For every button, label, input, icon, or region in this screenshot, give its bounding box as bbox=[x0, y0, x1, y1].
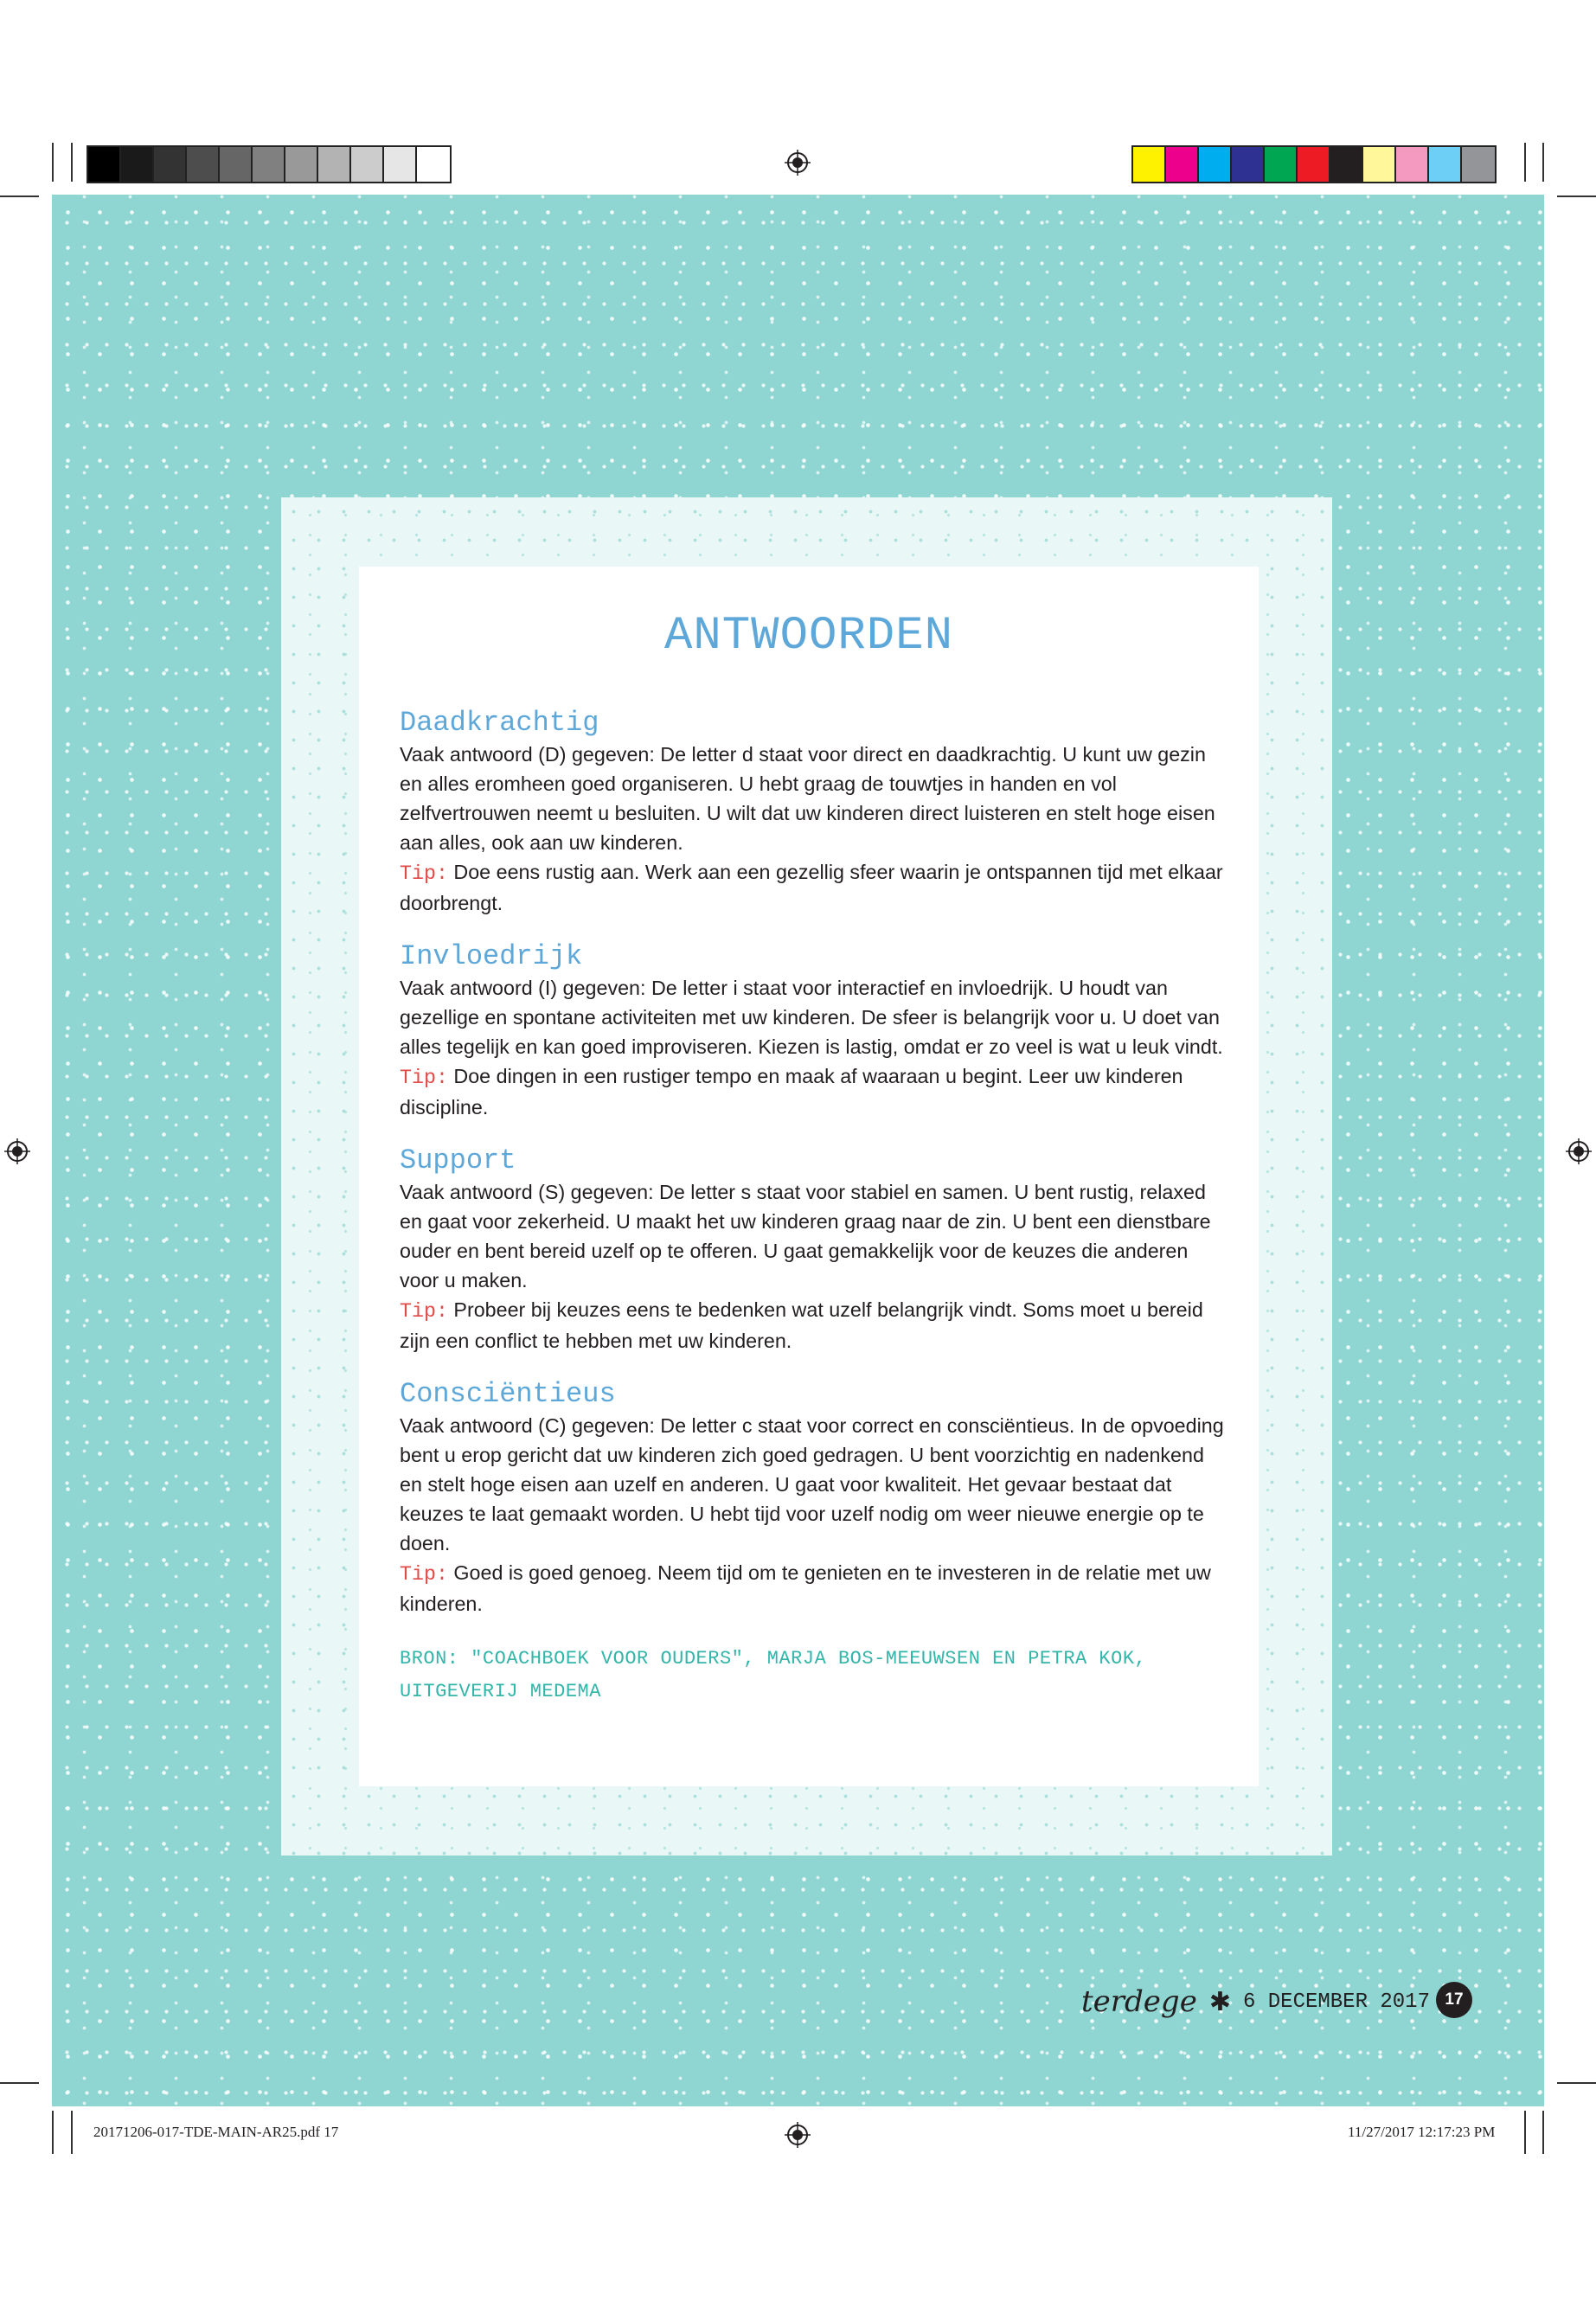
color-swatch bbox=[1265, 147, 1298, 182]
tip-text: Goed is goed genoeg. Neem tijd om te genieten en te investeren in de relatie met uw kinderen. bbox=[400, 1561, 1211, 1615]
crop-mark bbox=[52, 2111, 54, 2154]
article-content bbox=[400, 708, 1230, 1708]
crop-mark bbox=[1557, 195, 1596, 197]
crop-mark bbox=[1542, 2111, 1544, 2154]
color-swatch bbox=[1330, 147, 1363, 182]
section-body bbox=[400, 1411, 1230, 1618]
section-body bbox=[400, 1177, 1230, 1356]
section-heading: Consciëntieus bbox=[400, 1378, 616, 1410]
color-swatch bbox=[1462, 147, 1495, 182]
color-swatch bbox=[1298, 147, 1330, 182]
color-swatch bbox=[1133, 147, 1166, 182]
answer-section bbox=[400, 1380, 1230, 1618]
crop-mark bbox=[71, 2111, 73, 2154]
color-swatch bbox=[187, 147, 220, 182]
color-swatch bbox=[417, 147, 450, 182]
page-number: 17 bbox=[1436, 1982, 1472, 2018]
color-swatch bbox=[1166, 147, 1199, 182]
section-body bbox=[400, 973, 1230, 1122]
page-footer bbox=[1081, 1981, 1430, 2022]
color-swatch bbox=[384, 147, 417, 182]
issue-date: 6 DECEMBER 2017 bbox=[1242, 1990, 1430, 2014]
tip-text: Probeer bij keuzes eens te bedenken wat uzelf belangrijk vindt. Soms moet u bereid zijn een conflict te hebben met uw kinderen. bbox=[400, 1298, 1203, 1352]
answer-section bbox=[400, 1146, 1230, 1356]
color-swatch bbox=[1396, 147, 1429, 182]
color-swatch bbox=[1199, 147, 1232, 182]
source-credit: BRON: "COACHBOEK VOOR OUDERS", MARJA BOS-MEEUWSEN EN PETRA KOK, UITGEVERIJ MEDEMA bbox=[400, 1648, 1147, 1702]
answer-section bbox=[400, 708, 1230, 918]
tip-text: Doe dingen in een rustiger tempo en maak af waaraan u begint. Leer uw kinderen discipline. bbox=[400, 1065, 1183, 1118]
process-color-bar bbox=[1131, 145, 1497, 183]
color-swatch bbox=[88, 147, 121, 182]
separator-icon: ✱ bbox=[1208, 1987, 1231, 2016]
magazine-brand: terdege bbox=[1081, 1984, 1197, 2019]
section-heading: Support bbox=[400, 1144, 516, 1176]
crop-mark bbox=[0, 195, 39, 197]
crop-mark bbox=[1542, 143, 1544, 182]
color-swatch bbox=[285, 147, 318, 182]
article-card bbox=[359, 567, 1259, 1786]
crop-mark bbox=[1524, 2111, 1526, 2154]
section-text: Vaak antwoord (S) gegeven: De letter s staat voor stabiel en samen. U bent rustig, relaxed en gaat voor zekerheid. U maakt het uw kinderen graag naar de zin. U bent een dienstbare ouder en bent bereid uzelf op te offeren. U gaat gemakkelijk voor de keuzes die anderen voor u maken. bbox=[400, 1181, 1211, 1292]
crop-mark bbox=[1524, 143, 1526, 182]
article-title: ANTWOORDEN bbox=[663, 610, 954, 663]
registration-mark-icon bbox=[4, 1138, 30, 1164]
color-swatch bbox=[1363, 147, 1396, 182]
tip-label: Tip: bbox=[400, 862, 448, 885]
tip-label: Tip: bbox=[400, 1563, 448, 1586]
registration-mark-icon bbox=[785, 2122, 811, 2148]
color-swatch bbox=[318, 147, 351, 182]
tip-label: Tip: bbox=[400, 1300, 448, 1323]
answer-section bbox=[400, 942, 1230, 1122]
registration-mark-icon bbox=[785, 150, 811, 176]
color-swatch bbox=[1429, 147, 1462, 182]
color-swatch bbox=[154, 147, 187, 182]
color-swatch bbox=[1232, 147, 1265, 182]
color-swatch bbox=[253, 147, 285, 182]
color-swatch bbox=[351, 147, 384, 182]
tip-label: Tip: bbox=[400, 1067, 448, 1089]
section-text: Vaak antwoord (D) gegeven: De letter d staat voor direct en daadkrachtig. U kunt uw gezin en alles eromheen goed organiseren. U hebt graag de touwtjes in handen en vol zelfvertrouwen neemt u besluiten. U wilt dat uw kinderen direct luisteren en stelt hoge eisen aan alles, ook aan uw kinderen. bbox=[400, 743, 1215, 854]
gray-color-bar bbox=[87, 145, 452, 183]
crop-mark bbox=[1557, 2082, 1596, 2084]
tip-text: Doe eens rustig aan. Werk aan een gezellig sfeer waarin je ontspannen tijd met elkaar doorbrengt. bbox=[400, 861, 1223, 914]
slug-timestamp: 11/27/2017 12:17:23 PM bbox=[1348, 2124, 1496, 2140]
section-heading: Invloedrijk bbox=[400, 940, 583, 972]
section-heading: Daadkrachtig bbox=[400, 707, 599, 739]
slug-filename: 20171206-017-TDE-MAIN-AR25.pdf 17 bbox=[93, 2124, 339, 2140]
registration-mark-icon bbox=[1566, 1138, 1592, 1164]
crop-mark bbox=[0, 2082, 39, 2084]
crop-mark bbox=[71, 143, 73, 182]
color-swatch bbox=[121, 147, 154, 182]
section-text: Vaak antwoord (C) gegeven: De letter c staat voor correct en consciëntieus. In de opvoeding bent u erop gericht dat uw kinderen zich goed gedragen. U bent voorzichtig en nadenkend en stelt hoge eisen aan uzelf en anderen. U gaat voor kwaliteit. Het gevaar bestaat dat keuzes te laat gemaakt worden. U hebt tijd voor uzelf nodig om weer nieuwe energie op te doen. bbox=[400, 1414, 1224, 1554]
section-text: Vaak antwoord (I) gegeven: De letter i staat voor interactief en invloedrijk. U houdt van gezellige en spontane activiteiten met uw kinderen. De sfeer is belangrijk voor u. U doet van alles tegelijk en kan goed improviseren. Kiezen is lastig, omdat er zo veel is wat u leuk vindt. bbox=[400, 977, 1223, 1058]
section-body bbox=[400, 740, 1230, 918]
color-swatch bbox=[220, 147, 253, 182]
crop-mark bbox=[52, 143, 54, 182]
